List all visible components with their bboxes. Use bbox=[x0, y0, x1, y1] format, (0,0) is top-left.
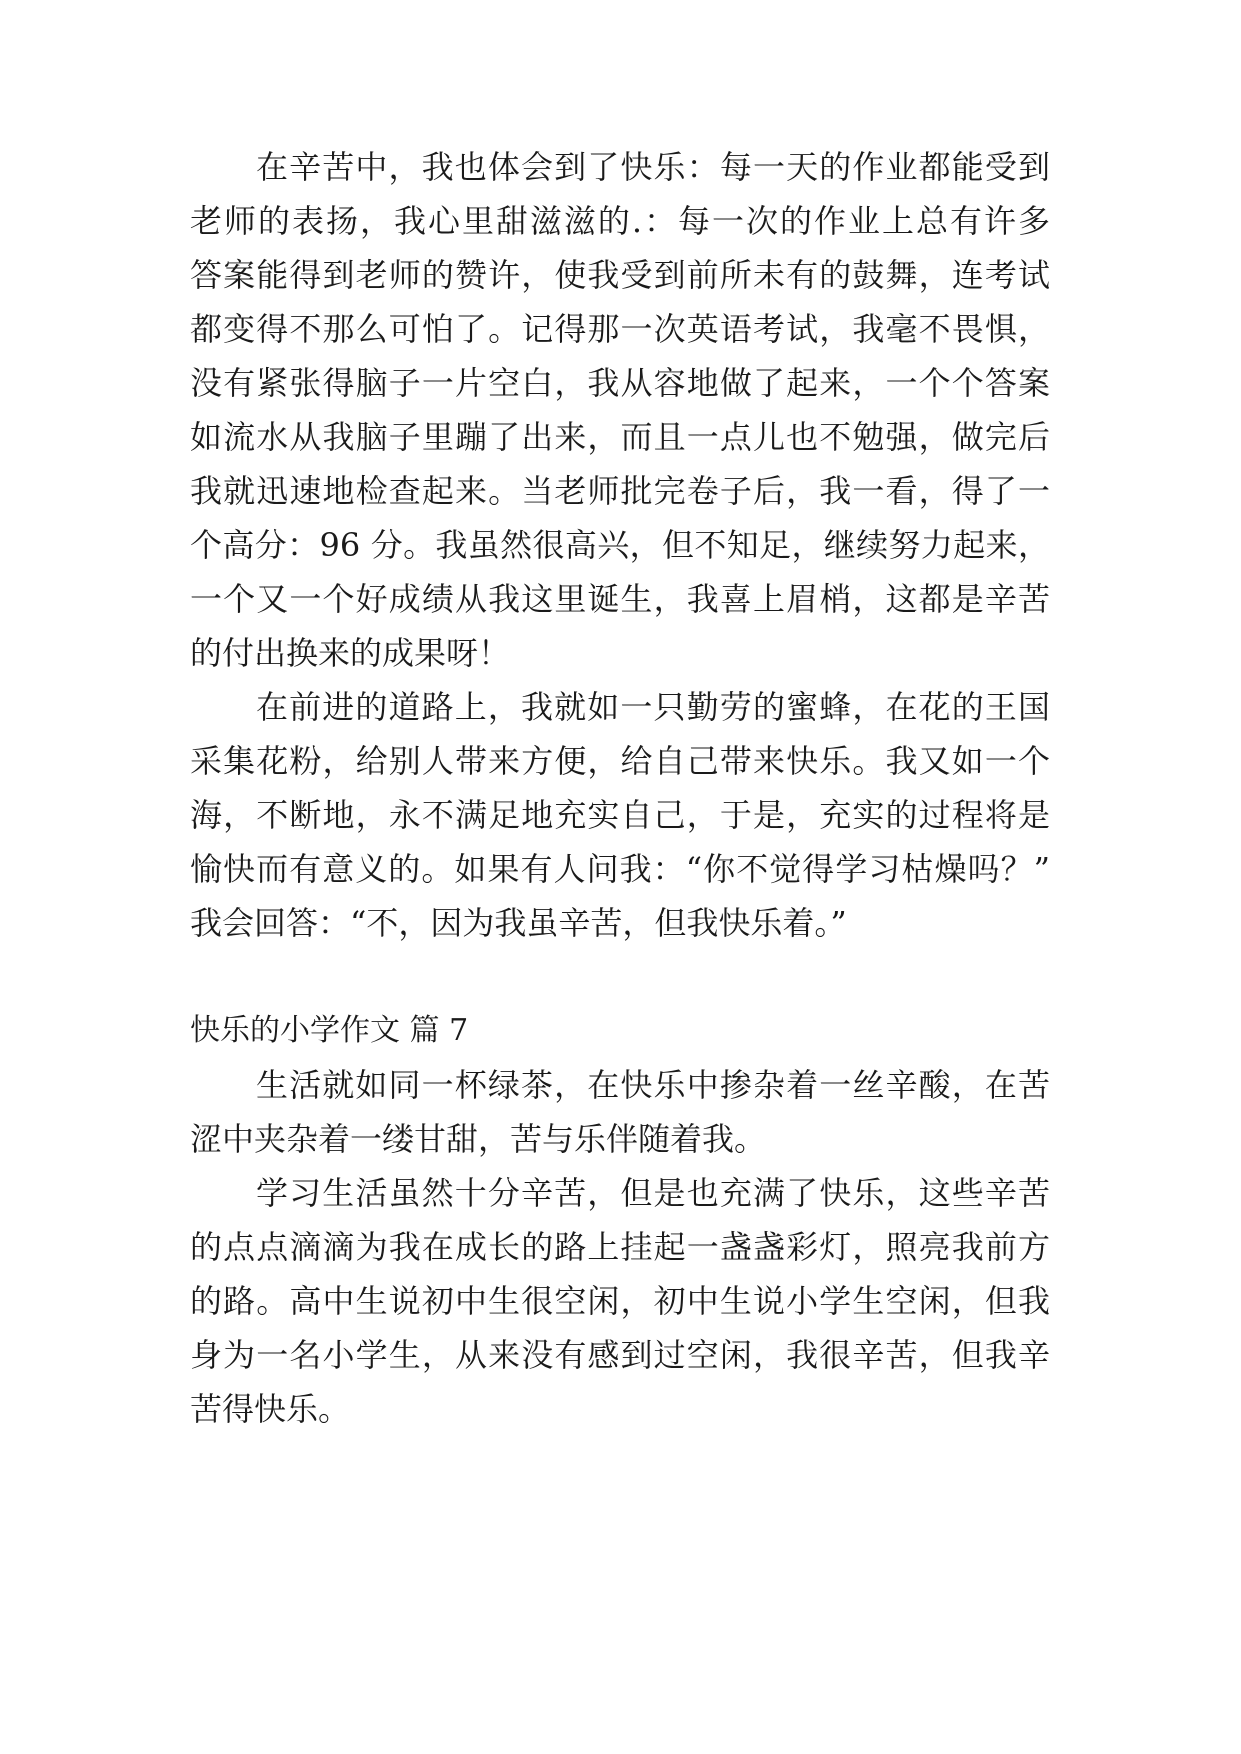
text-line: 没有紧张得脑子一片空白，我从容地做了起来，一个个答案 bbox=[190, 364, 1050, 402]
text-line: 涩中夹杂着一缕甘甜，苦与乐伴随着我。 bbox=[190, 1120, 767, 1158]
text-line: 我会回答：“不，因为我虽辛苦，但我快乐着。” bbox=[190, 904, 847, 942]
text-line: 老师的表扬，我心里甜滋滋的.：每一次的作业上总有许多 bbox=[190, 202, 1050, 240]
text-line: 的路。高中生说初中生很空闲，初中生说小学生空闲，但我 bbox=[190, 1282, 1050, 1320]
text-line: 苦得快乐。 bbox=[190, 1390, 351, 1428]
text-line: 学习生活虽然十分辛苦，但是也充满了快乐，这些辛苦 bbox=[256, 1174, 1050, 1212]
text-line: 在前进的道路上，我就如一只勤劳的蜜蜂，在花的王国 bbox=[256, 688, 1050, 726]
section-heading: 快乐的小学作文 篇 7 bbox=[190, 1013, 469, 1048]
text-line: 海，不断地，永不满足地充实自己，于是，充实的过程将是 bbox=[190, 796, 1050, 834]
text-line: 如流水从我脑子里蹦了出来，而且一点儿也不勉强，做完后 bbox=[190, 418, 1050, 456]
text-line: 愉快而有意义的。如果有人问我：“你不觉得学习枯燥吗？” bbox=[190, 850, 1050, 888]
text-line: 生活就如同一杯绿茶，在快乐中掺杂着一丝辛酸，在苦 bbox=[256, 1066, 1050, 1104]
text-line: 一个又一个好成绩从我这里诞生，我喜上眉梢，这都是辛苦 bbox=[190, 580, 1050, 618]
text-line: 答案能得到老师的赞许，使我受到前所未有的鼓舞，连考试 bbox=[190, 256, 1050, 294]
text-line: 的点点滴滴为我在成长的路上挂起一盏盏彩灯，照亮我前方 bbox=[190, 1228, 1050, 1266]
text-line: 身为一名小学生，从来没有感到过空闲，我很辛苦，但我辛 bbox=[190, 1336, 1050, 1374]
text-line: 的付出换来的成果呀！ bbox=[190, 634, 511, 672]
text-line: 在辛苦中，我也体会到了快乐：每一天的作业都能受到 bbox=[256, 148, 1050, 186]
text-line: 我就迅速地检查起来。当老师批完卷子后，我一看，得了一 bbox=[190, 472, 1050, 510]
text-line: 采集花粉，给别人带来方便，给自己带来快乐。我又如一个 bbox=[190, 742, 1050, 780]
text-line: 都变得不那么可怕了。记得那一次英语考试，我毫不畏惧， bbox=[190, 310, 1050, 348]
text-line: 个高分：96 分。我虽然很高兴，但不知足，继续努力起来， bbox=[190, 526, 1050, 564]
